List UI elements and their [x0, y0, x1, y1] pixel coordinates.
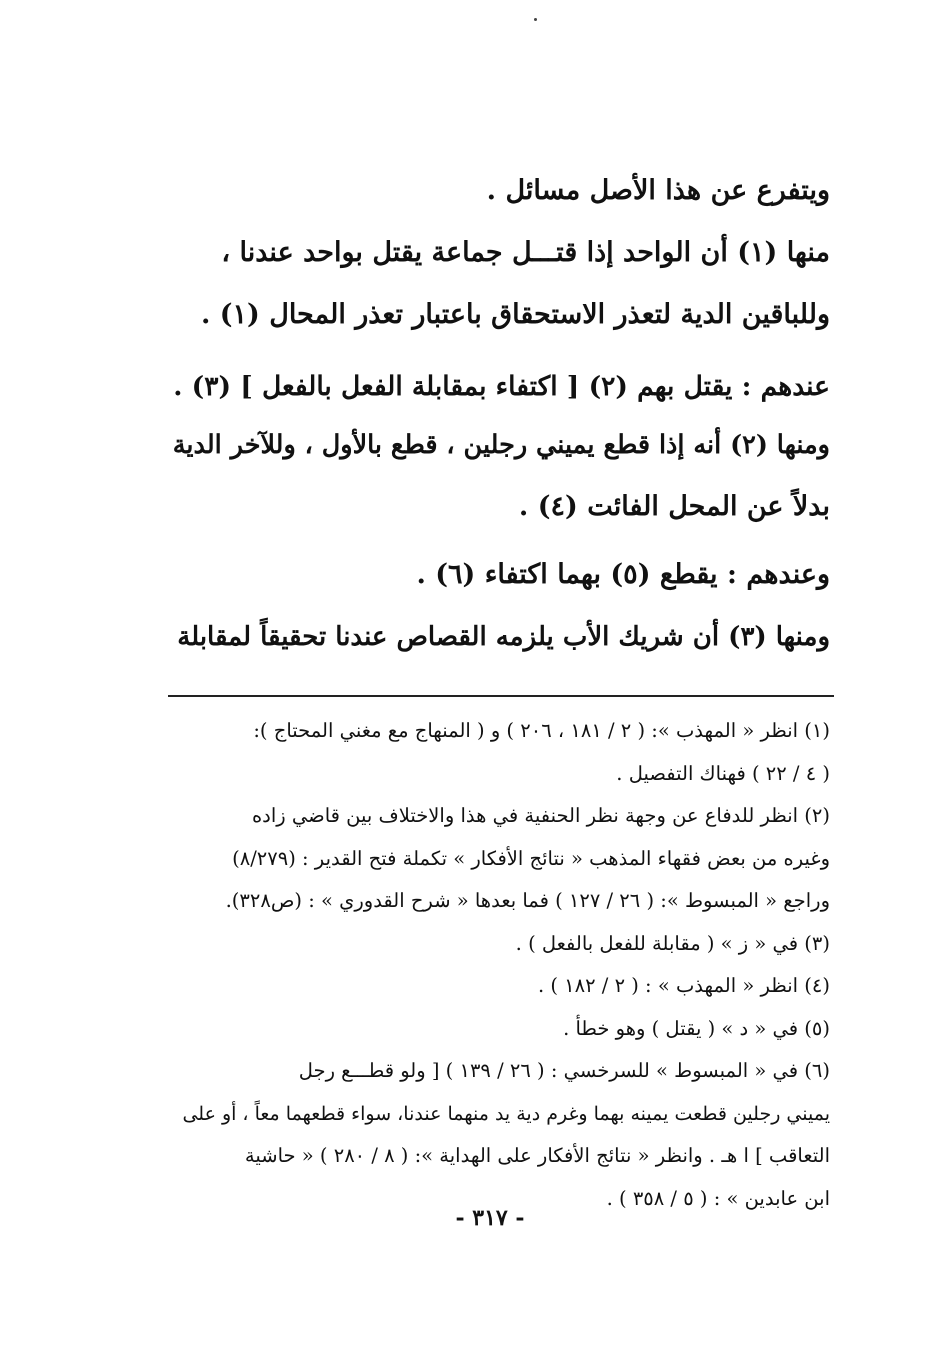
body-line: بدلاً عن المحل الفائت (٤) .: [518, 491, 830, 522]
footnote-line: وراجع « المبسوط »: ( ٢٦ / ١٢٧ ) فما بعدها « شرح القدوري » : (ص٣٢٨).: [225, 889, 830, 912]
body-line: وللباقين الدية لتعذر الاستحقاق باعتبار تعذر المحال (١) .: [200, 299, 830, 330]
footnote-line: التعاقب ] ا هـ . وانظر « نتائج الأفكار على الهداية »: ( ٨ / ٢٨٠ ) « حاشية: [244, 1144, 830, 1167]
footnotes: [170, 710, 830, 1220]
scan-speck: [534, 18, 537, 21]
page-number: - ٣١٧ -: [455, 1205, 525, 1231]
footnote-line: (٥) في « د » ( يقتل ) وهو خطأ .: [563, 1016, 830, 1040]
body-line: ومنها (٣) أن شريك الأب يلزمه القصاص عندنا تحقيقاً لمقابلة: [177, 622, 830, 652]
footnote-line: يميني رجلين قطعت يمينه بهما وغرم دية يد منهما عندنا، سواء قطعهما معاً ، أو على: [182, 1102, 830, 1125]
body-line: ومنها (٢) أنه إذا قطع يميني رجلين ، قطع بالأول ، وللآخر الدية: [172, 430, 830, 460]
body-line: منها (١) أن الواحد إذا قتـــل جماعة يقتل بواحد عندنا ،: [221, 237, 830, 268]
footnote-line: (٢) انظر للدفاع عن وجهة نظر الحنفية في هذا والاختلاف بين قاضي زاده: [251, 804, 830, 827]
footnote-line: ( ٤ / ٢٢ ) فهناك التفصيل .: [616, 761, 830, 785]
main-text: [170, 160, 830, 668]
footnote-line: ابن عابدين » : ( ٥ / ٣٥٨ ) .: [606, 1186, 830, 1210]
body-line: عندهم : يقتل بهم (٢) [ اكتفاء بمقابلة الفعل بالفعل ] (٣) .: [173, 371, 830, 402]
body-line: وعندهم : يقطع (٥) بهما اكتفاء (٦) .: [416, 559, 830, 590]
footnote-line: (٣) في « ز » ( مقابلة للفعل بالفعل ) .: [515, 931, 830, 955]
body-line: ويتفرع عن هذا الأصل مسائل .: [486, 175, 830, 206]
footnote-separator: [168, 695, 834, 697]
footnote-line: (٦) في « المبسوط » للسرخسي : ( ٢٦ / ١٣٩ ) [ ولو قطـــع رجل: [298, 1059, 830, 1082]
footnote-line: (١) انظر « المهذب »: ( ٢ / ١٨١ ، ٢٠٦ ) و ( المنهاج مع مغني المحتاج ):: [253, 719, 830, 742]
footnote-line: (٤) انظر « المهذب » : ( ٢ / ١٨٢ ) .: [537, 974, 830, 997]
footnote-line: وغيره من بعض فقهاء المذهب « نتائج الأفكار » تكملة فتح القدير : (٨/٢٧٩): [232, 846, 830, 870]
